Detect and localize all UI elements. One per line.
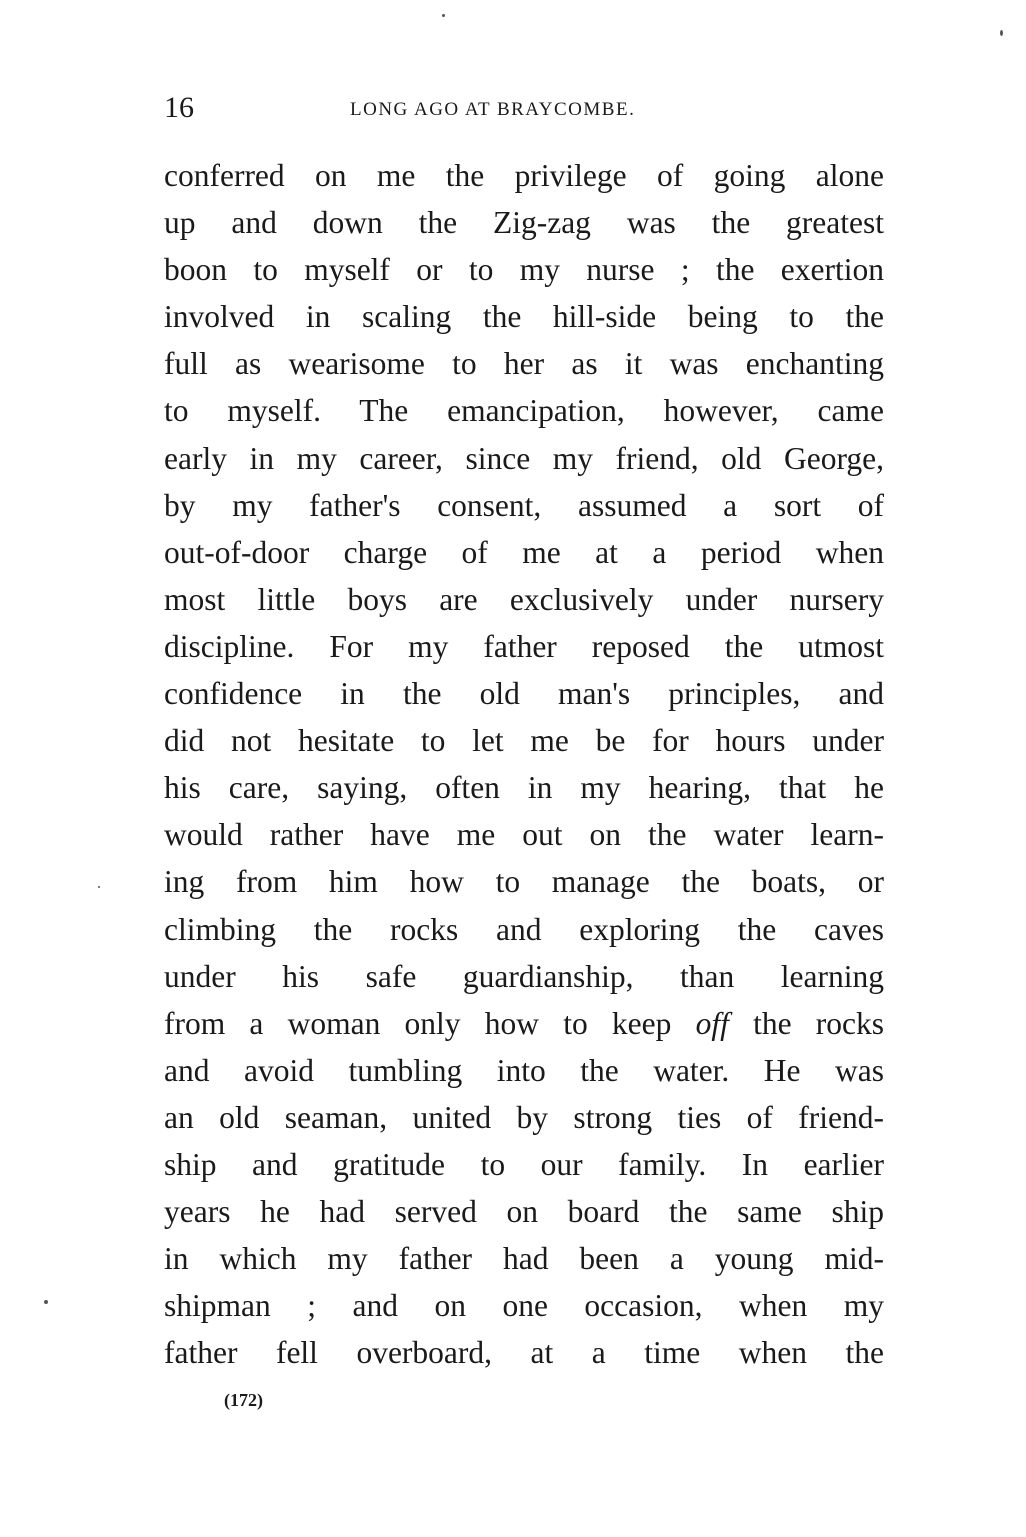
signature-mark: (172) <box>224 1390 263 1410</box>
text-line: by my father's consent, assumed a sort of <box>164 487 884 523</box>
text-line: shipman ; and on one occasion, when my <box>164 1288 884 1324</box>
text-line: early in my career, since my friend, old George, <box>164 440 884 476</box>
text-line-with-italic <box>164 1000 884 1047</box>
text-line: climbing the rocks and exploring the caves <box>164 911 884 947</box>
text-line: out-of-door charge of me at a period when <box>164 534 884 570</box>
text-line: father fell overboard, at a time when the <box>164 1335 884 1371</box>
running-title: LONG AGO AT BRAYCOMBE. <box>350 99 636 120</box>
text-segment: from a woman only how to keep <box>164 1005 672 1041</box>
text-line: confidence in the old man's principles, and <box>164 676 884 712</box>
scan-speck <box>98 886 100 888</box>
page-number: 16 <box>164 91 194 124</box>
text-line: discipline. For my father reposed the utmost <box>164 628 884 664</box>
running-head <box>164 88 884 128</box>
text-line: ship and gratitude to our family. In earlier <box>164 1146 884 1182</box>
scan-speck <box>44 1300 48 1304</box>
scan-speck <box>1000 30 1003 36</box>
text-line: conferred on me the privilege of going alone <box>164 158 884 193</box>
text-line: full as wearisome to her as it was enchanting <box>164 346 884 382</box>
text-line: would rather have me out on the water learn- <box>164 817 884 853</box>
text-line: to myself. The emancipation, however, came <box>164 393 884 429</box>
text-line: most little boys are exclusively under nursery <box>164 581 884 617</box>
text-line: ing from him how to manage the boats, or <box>164 864 884 900</box>
text-line: in which my father had been a young mid- <box>164 1241 884 1277</box>
text-line: and avoid tumbling into the water. He was <box>164 1052 884 1088</box>
text-line: up and down the Zig-zag was the greatest <box>164 205 884 241</box>
text-line: an old seaman, united by strong ties of friend- <box>164 1099 884 1135</box>
text-segment: the rocks <box>753 1005 885 1041</box>
text-line: boon to myself or to my nurse ; the exertion <box>164 252 884 288</box>
text-line: his care, saying, often in my hearing, that he <box>164 770 884 806</box>
italic-word: off <box>695 1005 729 1041</box>
text-line: involved in scaling the hill-side being to the <box>164 299 884 335</box>
text-line: years he had served on board the same ship <box>164 1194 884 1230</box>
scan-speck <box>442 14 445 17</box>
body-text <box>164 152 884 1376</box>
text-line: under his safe guardianship, than learning <box>164 958 884 994</box>
text-line: did not hesitate to let me be for hours under <box>164 723 884 759</box>
